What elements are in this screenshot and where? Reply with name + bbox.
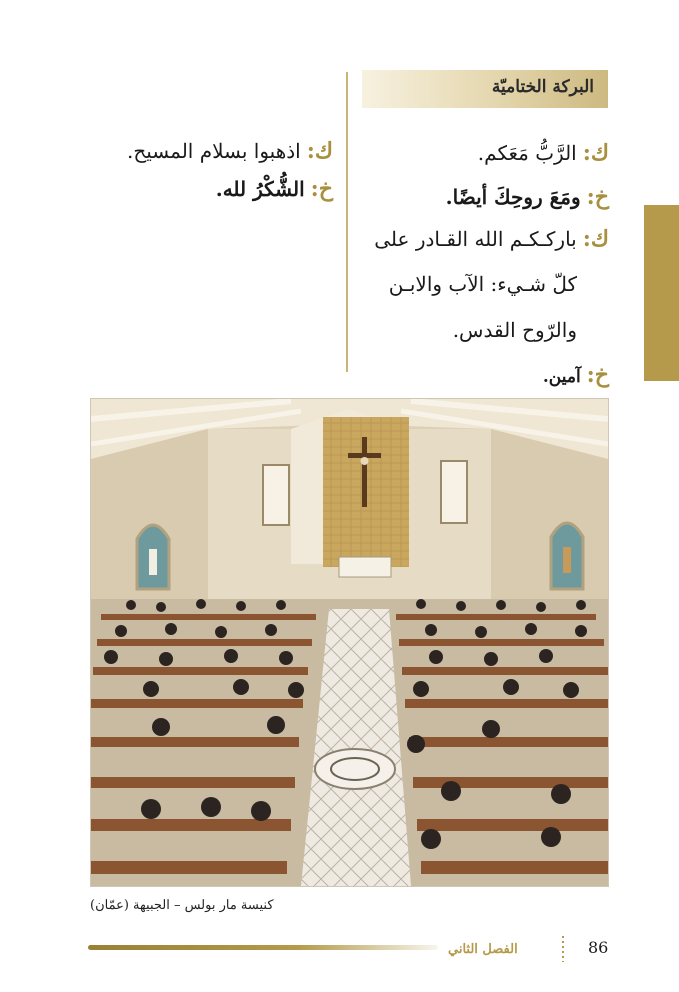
dialogue-continuation [349,272,609,318]
dialogue-continuation [349,318,609,362]
speaker-label: خ: [586,184,609,210]
right-dialogue-column [349,140,609,402]
dialogue-text: آمين. [542,367,581,387]
section-heading: البركة الختاميّة [491,77,594,97]
left-dialogue-column [93,138,333,214]
footer-separator [562,936,564,962]
speaker-label: ك: [582,140,609,166]
dialogue-line [349,362,609,402]
speaker-label: ك: [306,138,333,164]
dialogue-text: ومَعَ روحِكَ أيضًا. [445,185,581,209]
dialogue-text: والرّوح القدس. [452,318,577,342]
dialogue-line [349,140,609,184]
church-interior-illustration [91,399,608,886]
section-heading-bar [362,70,608,108]
chapter-side-tab [644,205,679,381]
church-photo [90,398,609,887]
dialogue-text: اذهبوا بسلام المسيح. [127,139,301,163]
page-number: 86 [588,938,609,957]
speaker-label: خ: [310,176,333,202]
speaker-label: ك: [582,226,609,252]
footer-chapter-title: الفصل الثاني [448,942,518,957]
dialogue-text: الرَّبُّ مَعَكم. [477,141,577,165]
dialogue-line [93,176,333,214]
dialogue-line [93,138,333,176]
footer-rule [88,945,438,950]
dialogue-line [349,226,609,272]
dialogue-text: باركـكـم الله القـادر على [374,227,577,251]
dialogue-text: كلّ شـيء: الآب والابـن [388,272,577,296]
speaker-label: خ: [586,362,609,388]
dialogue-text: الشُّكْرُ لله. [215,177,305,201]
dialogue-line [349,184,609,226]
photo-caption: كنيسة مار بولس – الجبيهة (عمّان) [90,898,274,913]
column-divider [346,72,348,372]
